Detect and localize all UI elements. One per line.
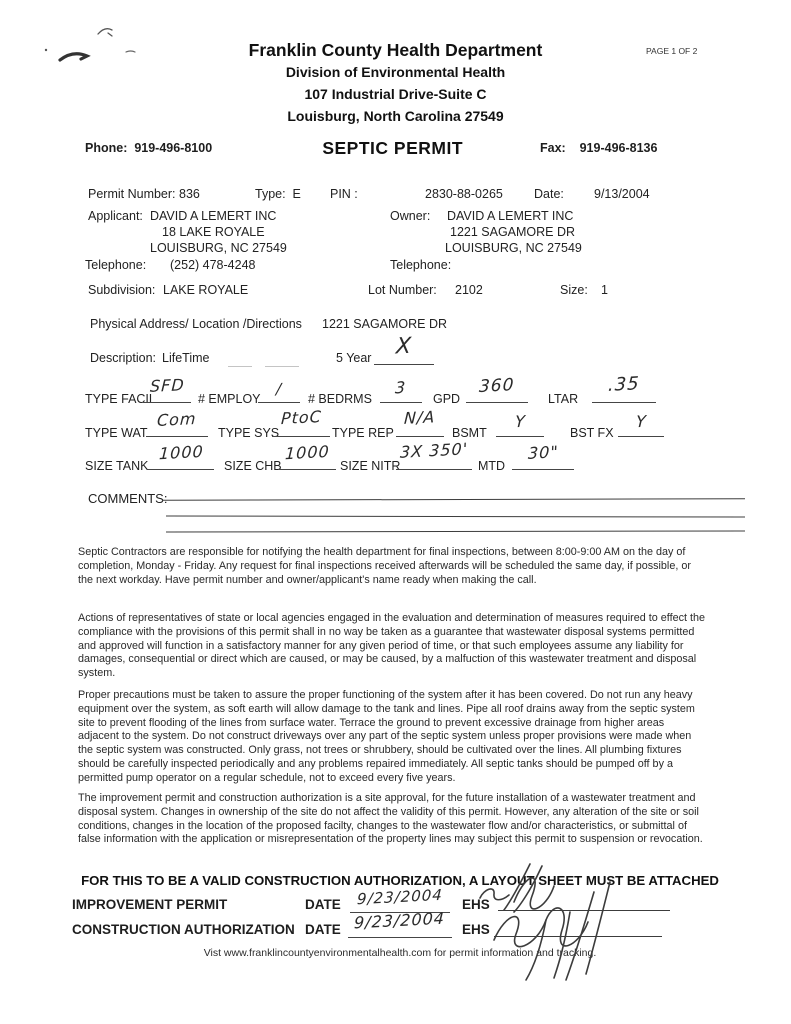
- owner-name: DAVID A LEMERT INC: [447, 209, 574, 223]
- owner-addr2: LOUISBURG, NC 27549: [445, 241, 582, 255]
- field-size-nitr-label: SIZE NITR: [340, 459, 401, 473]
- pin-label: PIN :: [330, 187, 358, 201]
- field-bsmt-label: BSMT: [452, 426, 487, 440]
- applicant-name: DAVID A LEMERT INC: [150, 209, 277, 223]
- date-value: 9/13/2004: [594, 187, 650, 201]
- fax-label: Fax:: [540, 141, 566, 155]
- field-type-sys-value: PtoC: [272, 408, 330, 437]
- field-ltar-label: LTAR: [548, 392, 579, 406]
- five-year-field: [374, 334, 434, 365]
- lot-number-value: 2102: [455, 283, 483, 297]
- construction-authorization-label: CONSTRUCTION AUTHORIZATION: [72, 922, 295, 937]
- five-year-label: 5 Year: [336, 351, 372, 365]
- phone-row-left: [85, 141, 212, 155]
- owner-telephone-label: Telephone:: [390, 258, 452, 272]
- telephone-label: Telephone:: [85, 258, 147, 272]
- org-title: Franklin County Health Department: [248, 40, 543, 60]
- lot-number-label: Lot Number:: [368, 283, 437, 297]
- pin-value: 2830-88-0265: [425, 187, 503, 201]
- construction-date-value: 9/23/2004: [348, 911, 452, 938]
- date-label: Date:: [534, 187, 564, 201]
- field-size-tank-value: 1000: [148, 443, 214, 470]
- field-bedrms-value: 3: [380, 378, 422, 403]
- size-value: 1: [601, 283, 608, 297]
- phone-value: 919-496-8100: [134, 141, 213, 155]
- field-mtd-value: 30": [512, 443, 574, 470]
- subdivision-value: LAKE ROYALE: [163, 283, 249, 297]
- field-bedrms-label: # BEDRMS: [308, 392, 372, 406]
- comments-label: COMMENTS:: [88, 491, 168, 506]
- page-number-label: PAGE 1 OF 2: [646, 46, 698, 56]
- construction-ehs-label: EHS: [462, 922, 490, 937]
- field-type-facil-value: SFD: [143, 376, 191, 403]
- field-type-sys-label: TYPE SYS: [218, 426, 280, 440]
- paragraph-precautions: Proper precautions must be taken to assure the proper functioning of the system after it has been covered. Do not run any heavy equipment over the system, as soft earth will allow damage to the tank and lines. Pipe all roof drains away from the septic system site to prevent flooding of the lines from surface water. Terrace the ground to prevent excessive drainage from higher areas adjacent to the system. Do not construct driveways over any part of the septic system unless proper provisions were made when the septic system was constructed. Only grass, not trees or shrubbery, should be cultivated over the lines. All plumbing fixtures should be carefully inspected periodically and any problems repaired immediately. All septic tanks should be pumped off by a permitted pump operator on a regular schedule, not to exceed every five years.: [78, 689, 695, 784]
- applicant-addr2: LOUISBURG, NC 27549: [150, 241, 287, 255]
- website-footer: Vist www.franklincountyenvironmentalhealth.com for permit information and tracking.: [203, 947, 597, 959]
- field-gpd-value: 360: [466, 376, 528, 403]
- paragraph-inspections: Septic Contractors are responsible for notifying the health department for final inspections, between 8:00-9:00 AM on the day of completion, Monday - Friday. Any request for final inspections received afterwards will be scheduled the same day, if possible, or the next workday. Have permit number and owner/applicant's name ready when making the call.: [78, 546, 691, 586]
- lifetime-label: LifeTime: [162, 351, 210, 365]
- size-label: Size:: [560, 283, 588, 297]
- owner-label: Owner:: [390, 209, 431, 223]
- field-type-rep-label: TYPE REP: [332, 426, 394, 440]
- field-ltar-value: .35: [592, 374, 656, 403]
- fax-value: 919-496-8136: [579, 141, 658, 155]
- org-address: 107 Industrial Drive-Suite C: [304, 86, 487, 102]
- field-size-nitr-value: 3X 350': [396, 441, 472, 470]
- valid-authorization-notice: FOR THIS TO BE A VALID CONSTRUCTION AUTHORIZATION, A LAYOUT SHEET MUST BE ATTACHED: [81, 873, 719, 888]
- field-type-wat-label: TYPE WAT: [85, 426, 148, 440]
- physical-address-value: 1221 SAGAMORE DR: [322, 317, 448, 331]
- field-size-chb-value: 1000: [278, 443, 336, 470]
- physical-address-label: Physical Address/ Location /Directions: [90, 317, 302, 331]
- field-size-chb-label: SIZE CHB: [224, 459, 282, 473]
- phone-label: Phone:: [85, 141, 128, 155]
- field-size-tank-label: SIZE TANK: [85, 459, 149, 473]
- org-city: Louisburg, North Carolina 27549: [287, 108, 504, 124]
- field-employ-label: # EMPLOY: [198, 392, 261, 406]
- applicant-addr1: 18 LAKE ROYALE: [162, 225, 265, 239]
- improvement-date-label: DATE: [305, 897, 341, 912]
- applicant-label: Applicant:: [88, 209, 143, 223]
- improvement-date-value: 9/23/2004: [350, 888, 450, 913]
- comments-line-2: [166, 515, 745, 517]
- field-gpd-label: GPD: [433, 392, 461, 406]
- comments-line-1: [162, 498, 745, 501]
- field-type-facil-label: TYPE FACIL: [85, 392, 156, 406]
- field-type-wat-value: Com: [146, 410, 208, 437]
- org-division: Division of Environmental Health: [285, 64, 506, 80]
- field-bst-fx-value: Y: [618, 412, 664, 437]
- permit-type: Type: E: [255, 187, 301, 201]
- improvement-permit-label: IMPROVEMENT PERMIT: [72, 897, 228, 912]
- improvement-ehs-label: EHS: [462, 897, 490, 912]
- paragraph-liability: Actions of representatives of state or local agencies engaged in the evaluation and determination of measures required to effect the compliance with the provisions of this permit shall in no way be taken as a guarantee that wastewater disposal systems permitted and approved will function in a satisfactory manner for any given period of time, or that such employees assume any liability for damages, consequential or direct which are caused, or may be caused, by a malfuction of this wastewater treatment and disposal system.: [78, 612, 706, 680]
- subdivision-label: Subdivision:: [88, 283, 156, 297]
- field-type-rep-value: N/A: [396, 408, 444, 437]
- owner-addr1: 1221 SAGAMORE DR: [450, 225, 576, 239]
- five-year-check: X: [395, 333, 413, 360]
- paragraph-site-approval: The improvement permit and construction authorization is a site approval, for the future installation of a wastewater treatment and disposal system. Changes in ownership of the site do not affect the validity of this permit. However, any alteration of the site or soil conditions, changes in the location of the proposed facilty, changes to the wastewater flow and/or characteristics, or submittal of false information with the application or misrepresentation of the property lines may subject this permit to suspension or revocation.: [78, 792, 703, 846]
- document-title: SEPTIC PERMIT: [322, 138, 464, 158]
- field-employ-value: ∕: [258, 380, 300, 403]
- permit-number: Permit Number: 836: [88, 187, 200, 201]
- telephone-value: (252) 478-4248: [170, 258, 256, 272]
- phone-row-right: [540, 141, 657, 155]
- field-bst-fx-label: BST FX: [570, 426, 614, 440]
- comments-line-3: [166, 530, 745, 532]
- construction-date-label: DATE: [305, 922, 341, 937]
- ehs-signature: [452, 858, 692, 983]
- lifetime-blank: [228, 349, 299, 367]
- description-label: Description:: [90, 351, 156, 365]
- field-bsmt-value: Y: [496, 412, 544, 437]
- field-mtd-label: MTD: [478, 459, 506, 473]
